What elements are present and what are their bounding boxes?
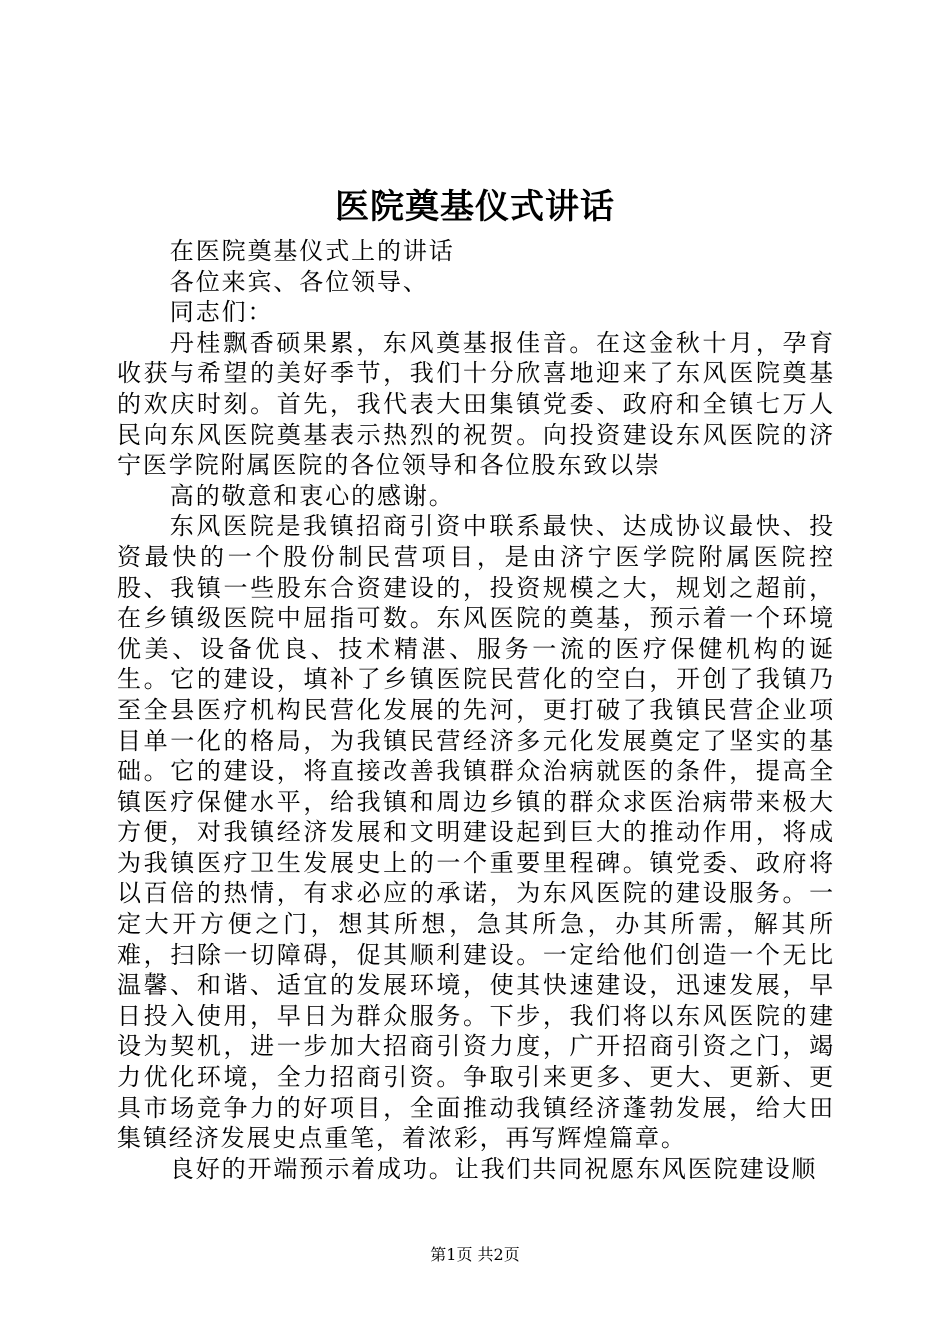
salutation-comrades: 同志们： — [169, 298, 274, 327]
body-paragraph: 丹桂飘香硕果累，东风奠基报佳音。在这金秋十月，孕育收获与希望的美好季节，我们十分欣喜地迎来了东风医院奠基的欢庆时刻。首先，我代表大田集镇党委、政府和全镇七万人民向东风医院奠基表示热烈的祝贺。向投资建设东风医院的济宁医学院附属医院的各位领导和各位股东致以崇 — [117, 328, 835, 480]
page-number-footer: 第1页 共2页 — [430, 1245, 520, 1264]
speech-heading: 在医院奠基仪式上的讲话 — [169, 237, 455, 265]
document-title: 医院奠基仪式讲话 — [335, 187, 615, 227]
salutation-guests: 各位来宾、各位领导、 — [169, 267, 429, 296]
body-paragraph: 良好的开端预示着成功。让我们共同祝愿东风医院建设顺 — [169, 1154, 818, 1183]
body-paragraph: 东风医院是我镇招商引资中联系最快、达成协议最快、投资最快的一个股份制民营项目，是由济宁医学院附属医院控股、我镇一些股东合资建设的，投资规模之大，规划之超前，在乡镇级医院中屈指可数。东风医院的奠基，预示着一个环境优美、设备优良、技术精湛、服务一流的医疗保健机构的诞生。它的建设，填补了乡镇医院民营化的空白，开创了我镇乃至全县医疗机构民营化发展的先河，更打破了我镇民营企业项目单一化的格局，为我镇民营经济多元化发展奠定了坚实的基础。它的建设，将直接改善我镇群众治病就医的条件，提高全镇医疗保健水平，给我镇和周边乡镇的群众求医治病带来极大方便，对我镇经济发展和文明建设起到巨大的推动作用，将成为我镇医疗卫生发展史上的一个重要里程碑。镇党委、政府将以百倍的热情，有求必应的承诺，为东风医院的建设服务。一定大开方便之门，想其所想，急其所急，办其所需，解其所难，扫除一切障碍，促其顺利建设。一定给他们创造一个无比温馨、和谐、适宜的发展环境，使其快速建设，迅速发展，早日投入使用，早日为群众服务。下步，我们将以东风医院的建设为契机，进一步加大招商引资力度，广开招商引资之门，竭力优化环境，全力招商引资。争取引来更多、更大、更新、更具市场竞争力的好项目，全面推动我镇经济蓬勃发展，给大田集镇经济发展史点重笔，着浓彩，再写辉煌篇章。 — [117, 512, 835, 1153]
body-paragraph: 高的敬意和衷心的感谢。 — [169, 481, 455, 510]
document-body — [117, 236, 835, 1184]
